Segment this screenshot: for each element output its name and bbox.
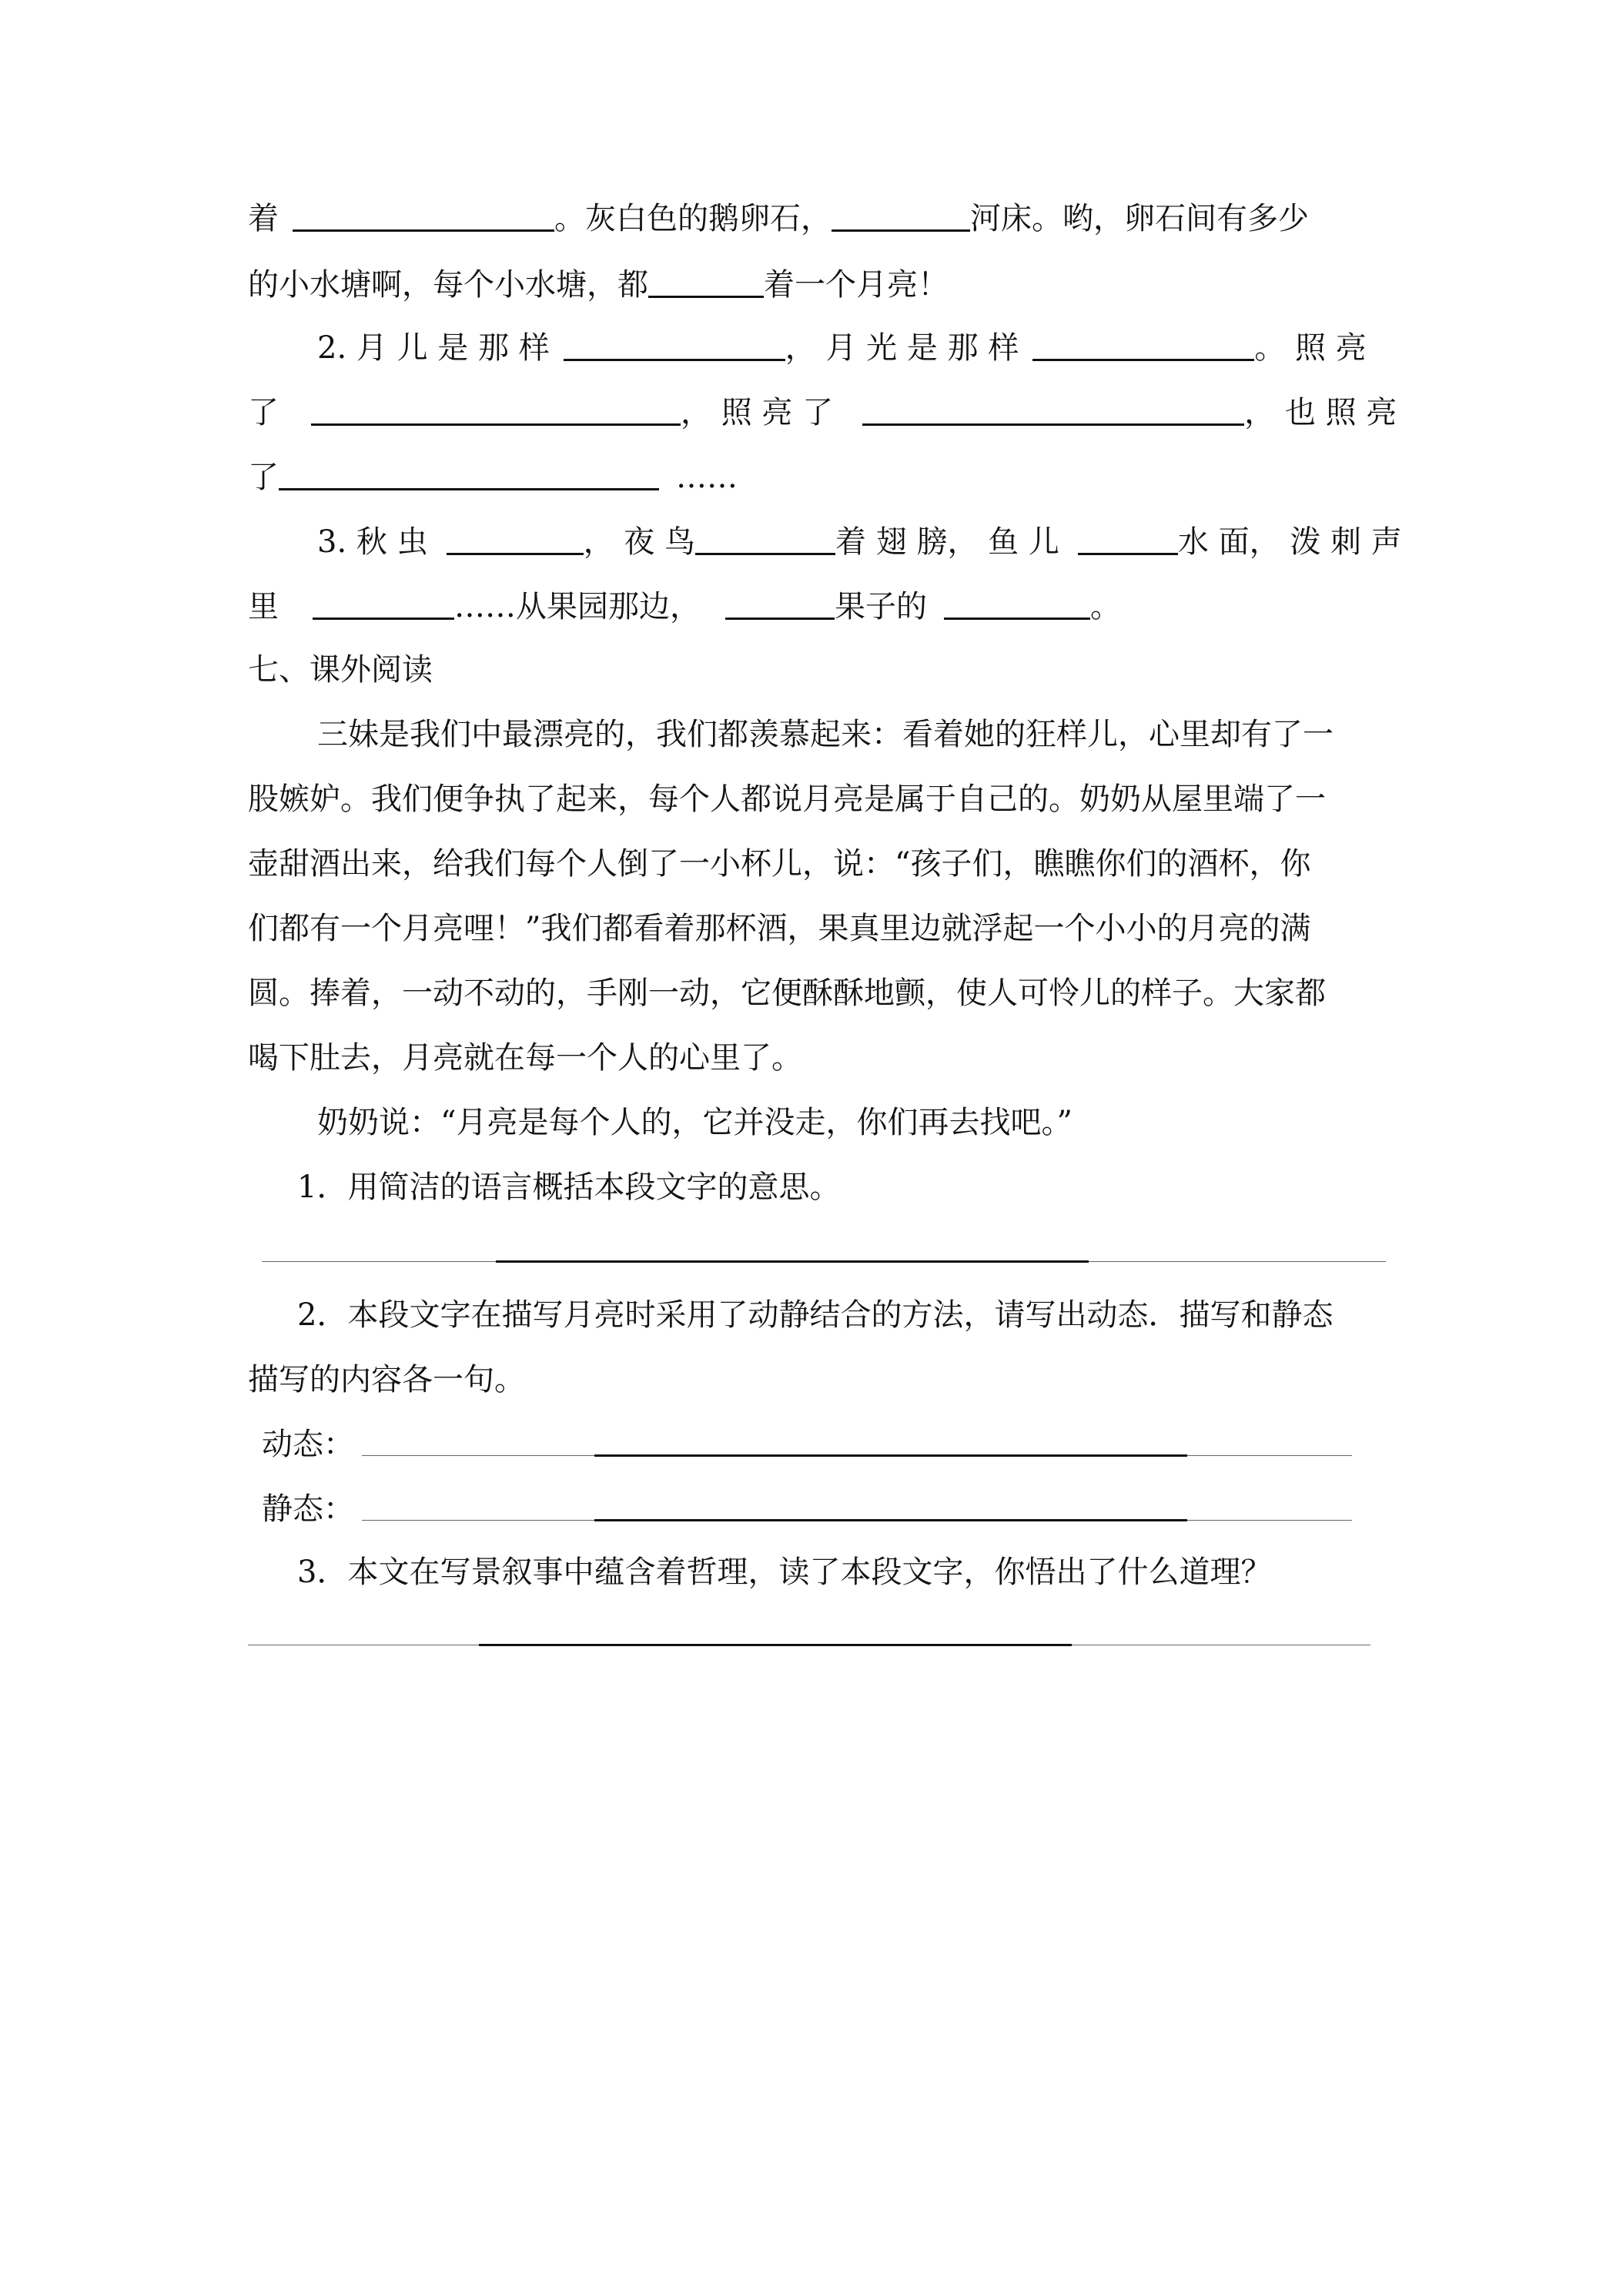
q1-text-1: 着: [248, 201, 279, 236]
dynamic-label: 动态：: [262, 1427, 354, 1462]
reading-question-1: 1．用简洁的语言概括本段文字的意思。: [297, 1170, 841, 1205]
passage-line: 奶奶说：“月亮是每个人的，它并没走，你们再去找吧。”: [317, 1105, 1073, 1140]
answer-line-emphasis: [594, 1454, 1187, 1457]
q3-text-6: ……从果园那边，: [454, 589, 701, 624]
answer-blank[interactable]: [725, 591, 835, 620]
answer-blank[interactable]: [648, 269, 764, 298]
static-label: 静态：: [262, 1491, 354, 1527]
q3-text-8: 。: [1090, 589, 1121, 624]
q1-text-2: 。灰白色的鹅卵石，: [554, 201, 832, 236]
q1-text-3: 河床。哟，卵石间有多少: [970, 201, 1309, 236]
passage-line: 们都有一个月亮哩！”我们都看着那杯酒，果真里边就浮起一个小小的月亮的满: [248, 911, 1311, 946]
q2-text-4: 了: [248, 395, 279, 430]
q2-text-5: ， 照 亮 了: [681, 395, 834, 430]
q2-line-2: [248, 391, 1397, 434]
answer-blank[interactable]: [944, 591, 1090, 620]
answer-blank[interactable]: [447, 527, 584, 555]
q2-text-6: ， 也 照 亮: [1244, 395, 1397, 430]
passage-line: 三妹是我们中最漂亮的，我们都羡慕起来：看着她的狂样儿，心里却有了一: [317, 717, 1334, 752]
answer-line-emphasis: [479, 1644, 1072, 1646]
passage-line: 股嫉妒。我们便争执了起来，每个人都说月亮是属于自己的。奶奶从屋里端了一: [248, 782, 1326, 817]
q2-line-1: [317, 326, 1367, 370]
answer-line-emphasis: [594, 1519, 1187, 1521]
q2-text-3: 。 照 亮: [1254, 330, 1367, 366]
answer-blank[interactable]: [1078, 527, 1178, 555]
q3-text-1: 3. 秋 虫: [317, 524, 428, 560]
answer-blank[interactable]: [695, 527, 835, 555]
answer-blank[interactable]: [279, 462, 659, 490]
q2-line-3: [248, 456, 738, 499]
reading-question-2-line-1: 2．本段文字在描写月亮时采用了动静结合的方法，请写出动态．描写和静态: [297, 1297, 1334, 1333]
answer-blank[interactable]: [1032, 333, 1254, 361]
passage-line: 壶甜酒出来，给我们每个人倒了一小杯儿，说：“孩子们，瞧瞧你们的酒杯，你: [248, 846, 1311, 882]
q1-text-4: 的小水塘啊，每个小水塘，都: [248, 267, 648, 303]
q2-text-8: ……: [676, 460, 738, 495]
q3-line-2: [248, 585, 1121, 628]
q3-text-7: 果子的: [835, 589, 927, 624]
q2-text-7: 了: [248, 460, 279, 495]
q3-text-5: 里: [248, 589, 279, 624]
q3-text-3: 着 翅 膀， 鱼 儿: [835, 524, 1059, 560]
answer-blank[interactable]: [832, 203, 970, 232]
passage-line: 圆。捧着，一动不动的，手刚一动，它便酥酥地颤，使人可怜儿的样子。大家都: [248, 976, 1326, 1011]
answer-blank[interactable]: [311, 397, 681, 426]
reading-question-2-line-2: 描写的内容各一句。: [248, 1362, 525, 1397]
q2-text-2: ， 月 光 是 那 样: [785, 330, 1019, 366]
q1-text-5: 着一个月亮！: [764, 267, 949, 303]
q3-text-4: 水 面， 泼 刺 声: [1177, 524, 1402, 560]
q3-line-1: [317, 520, 1402, 564]
q3-text-2: ， 夜 鸟: [583, 524, 696, 560]
answer-line-emphasis: [496, 1260, 1089, 1263]
q2-text-1: 2. 月 儿 是 那 样: [317, 330, 550, 366]
reading-question-3: 3．本文在写景叙事中蕴含着哲理，读了本段文字，你悟出了什么道理？: [297, 1555, 1272, 1590]
section-heading: 七、课外阅读: [248, 652, 433, 688]
answer-blank[interactable]: [564, 333, 785, 361]
answer-blank[interactable]: [293, 203, 554, 232]
answer-blank[interactable]: [862, 397, 1244, 426]
q1-line-2: [248, 263, 949, 306]
q1-line-1: [248, 197, 1309, 240]
answer-blank[interactable]: [313, 591, 454, 620]
passage-line: 喝下肚去，月亮就在每一个人的心里了。: [248, 1040, 802, 1076]
